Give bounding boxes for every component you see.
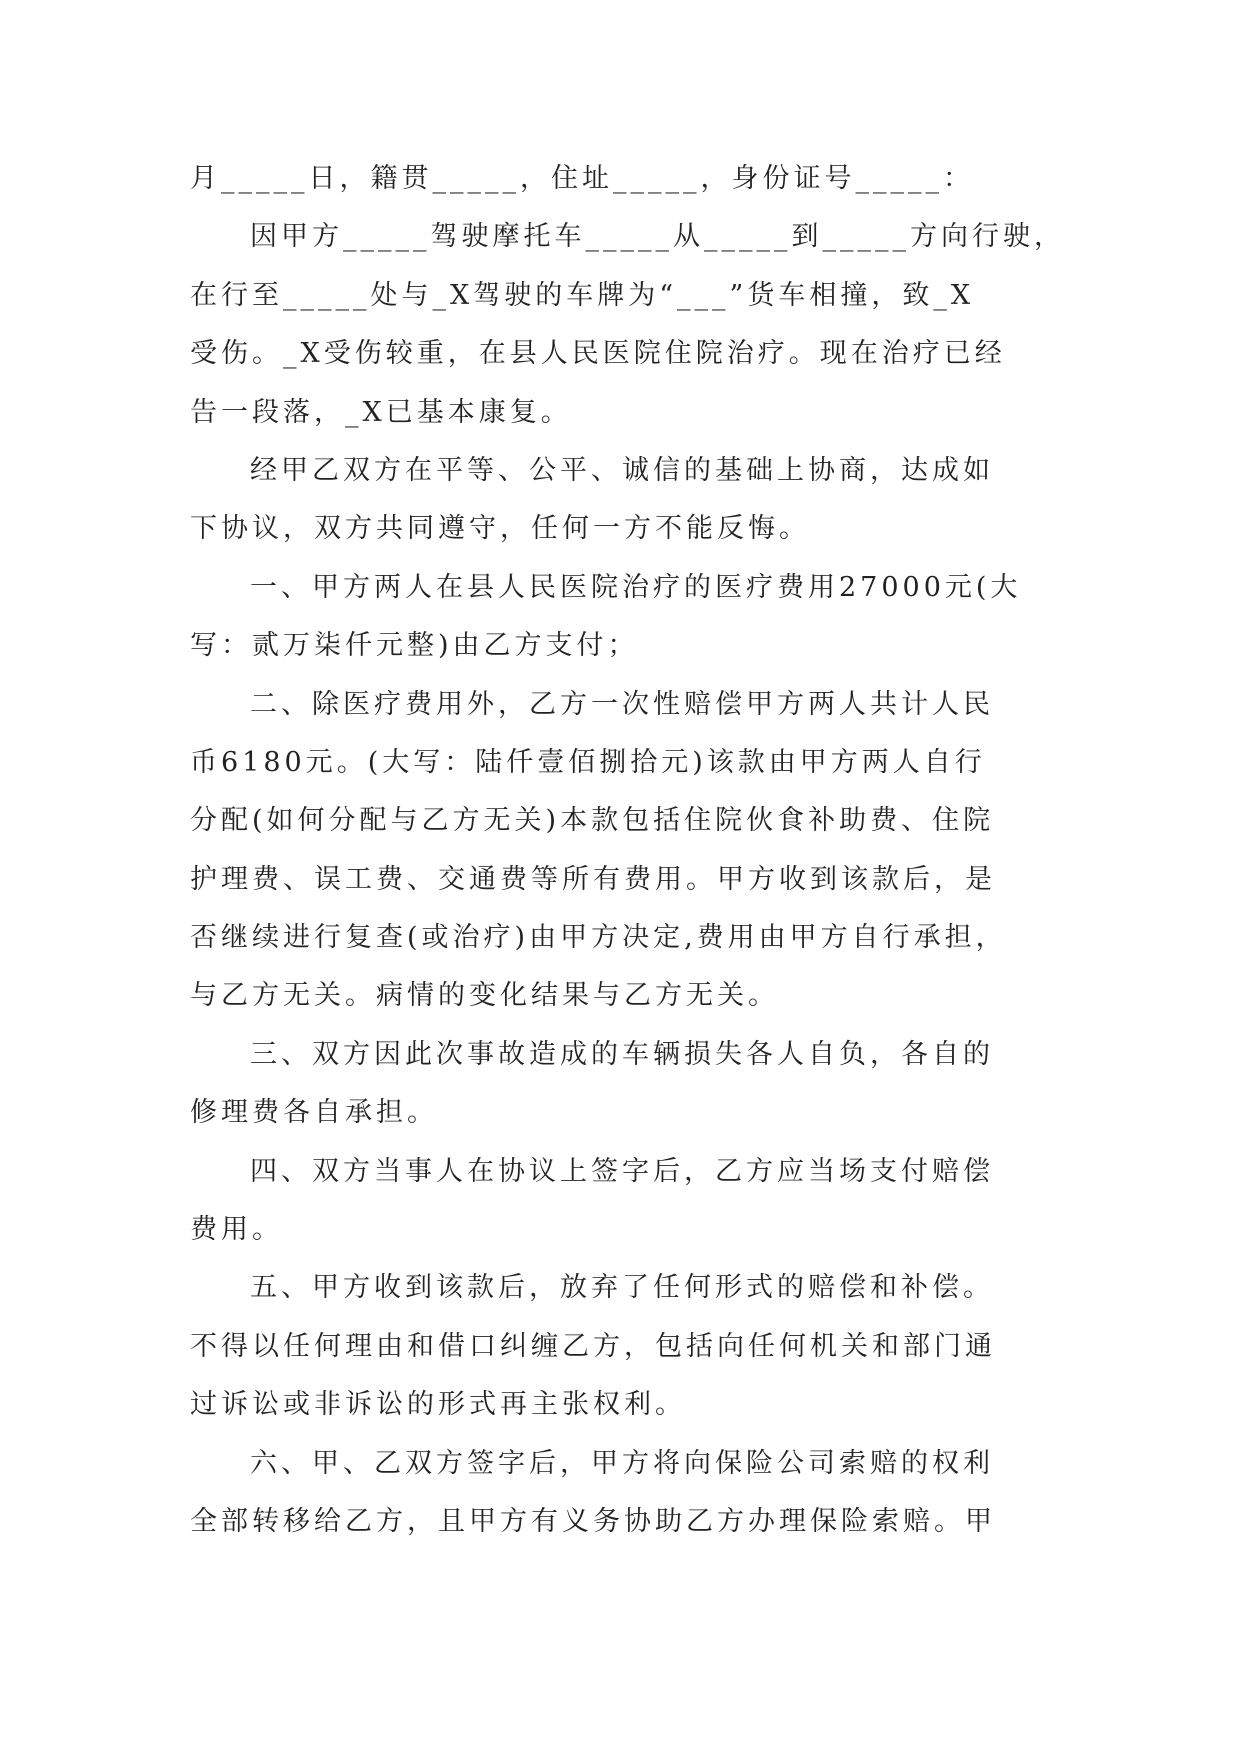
text-line: 下协议，双方共同遵守，任何一方不能反悔。 <box>190 513 810 545</box>
text-line: 经甲乙双方在平等、公平、诚信的基础上协商，达成如 <box>250 454 994 486</box>
text-line: 写：贰万柒仟元整)由乙方支付； <box>190 630 639 662</box>
text-line: 与乙方无关。病情的变化结果与乙方无关。 <box>190 980 779 1012</box>
text-line: 在行至_____处与_X驾驶的车牌为“___”货车相撞，致_X <box>190 279 975 311</box>
text-line: 二、除医疗费用外，乙方一次性赔偿甲方两人共计人民 <box>250 688 994 720</box>
text-line: 不得以任何理由和借口纠缠乙方，包括向任何机关和部门通 <box>190 1330 996 1362</box>
text-line: 护理费、误工费、交通费等所有费用。甲方收到该款后，是 <box>190 863 996 895</box>
text-line: 否继续进行复查(或治疗)由甲方决定,费用由甲方自行承担， <box>190 922 1007 954</box>
text-line: 告一段落，_X已基本康复。 <box>190 396 572 428</box>
text-line: 五、甲方收到该款后，放弃了任何形式的赔偿和补偿。 <box>250 1272 994 1304</box>
text-line: 因甲方_____驾驶摩托车_____从_____到_____方向行驶， <box>250 221 1065 253</box>
text-line: 修理费各自承担。 <box>190 1097 438 1129</box>
text-line: 费用。 <box>190 1214 283 1246</box>
text-line: 一、甲方两人在县人民医院治疗的医疗费用27000元(大 <box>250 571 1022 603</box>
text-line: 全部转移给乙方，且甲方有义务协助乙方办理保险索赔。甲 <box>190 1505 996 1537</box>
text-line: 币6180元。(大写：陆仟壹佰捌拾元)该款由甲方两人自行 <box>190 746 986 778</box>
text-line: 受伤。_X受伤较重，在县人民医院住院治疗。现在治疗已经 <box>190 338 1006 370</box>
text-line: 过诉讼或非诉讼的形式再主张权利。 <box>190 1389 686 1421</box>
text-line: 三、双方因此次事故造成的车辆损失各人自负，各自的 <box>250 1038 994 1070</box>
text-line: 六、甲、乙双方签字后，甲方将向保险公司索赔的权利 <box>250 1447 994 1479</box>
text-line: 四、双方当事人在协议上签字后，乙方应当场支付赔偿 <box>250 1155 994 1187</box>
agreement-body <box>190 150 1090 1551</box>
text-line: 分配(如何分配与乙方无关)本款包括住院伙食补助费、住院 <box>190 805 995 837</box>
text-line: 月_____日，籍贯_____，住址_____，身份证号_____： <box>190 163 974 194</box>
